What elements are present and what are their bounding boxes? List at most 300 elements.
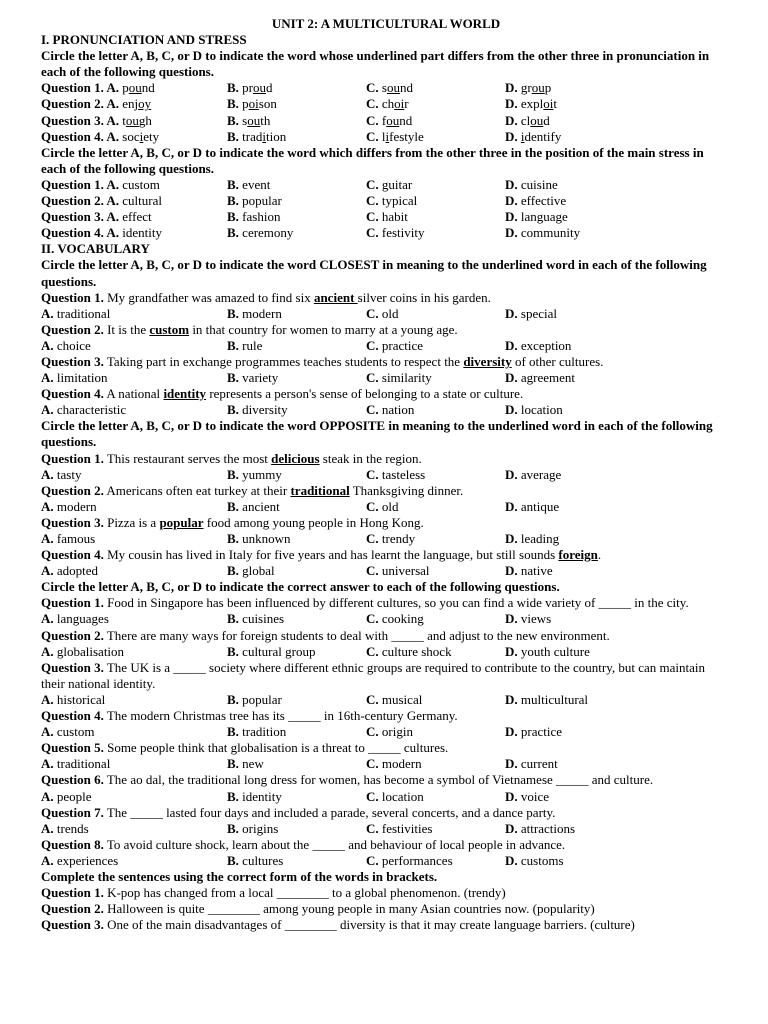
options-row: [41, 692, 731, 708]
question-number: Question 4.: [41, 547, 104, 563]
option-word: south: [242, 112, 271, 128]
option-word: cultural group: [242, 643, 316, 659]
answer-option: [366, 853, 505, 869]
option-letter: D.: [505, 96, 521, 112]
answer-option: [227, 193, 366, 209]
option-letter: A.: [41, 756, 57, 772]
option-word: habit: [381, 209, 408, 225]
option-letter: A.: [41, 337, 57, 353]
answer-option: [41, 338, 227, 354]
options-row: [41, 563, 731, 579]
answer-option: [41, 821, 227, 837]
underlined-part: ou: [530, 112, 544, 128]
correct-answer-questions: [41, 595, 731, 869]
answer-option: [41, 756, 227, 772]
answer-option: [366, 821, 505, 837]
answer-option: [227, 563, 366, 579]
option-letter: C.: [366, 225, 382, 241]
option-letter: C.: [366, 209, 382, 225]
pronunciation-question: [41, 96, 731, 112]
answer-option: [366, 756, 505, 772]
option-letter: B.: [227, 176, 243, 192]
option-word: diversity: [242, 402, 288, 418]
answer-option: [41, 644, 227, 660]
option-letter: C.: [366, 96, 382, 112]
answer-option: [41, 306, 227, 322]
option-letter: B.: [227, 337, 243, 353]
page-title: UNIT 2: A MULTICULTURAL WORLD: [271, 16, 501, 31]
question-number: Question 7.: [41, 804, 104, 820]
options-row: [41, 225, 731, 241]
answer-option: [41, 563, 227, 579]
answer-option: [41, 129, 227, 145]
option-letter: B.: [227, 96, 243, 112]
option-word: tough: [122, 112, 152, 128]
question-number: Question 1.: [41, 450, 104, 466]
option-word: group: [520, 80, 552, 96]
option-word: traditional: [56, 305, 111, 321]
option-letter: A.: [41, 724, 57, 740]
option-letter: A.: [41, 788, 57, 804]
answer-option: [505, 96, 731, 112]
option-word: language: [520, 209, 568, 225]
option-letter: A.: [41, 370, 57, 386]
answer-option: [366, 467, 505, 483]
question-stem: Question 3. The UK is a _____ society where different ethnic groups are required to contribute to the country, but can maintain their national identity.: [41, 659, 706, 691]
answer-option: [41, 370, 227, 386]
answer-option: [366, 644, 505, 660]
answer-option: [227, 80, 366, 96]
question-number: Question 5.: [41, 740, 104, 756]
option-word: agreement: [520, 370, 576, 386]
option-letter: C.: [366, 563, 382, 579]
question-stem: Question 7. The _____ lasted four days and included a parade, several concerts, and a dance party.: [41, 804, 556, 820]
option-word: adopted: [56, 563, 99, 579]
option-letter: B.: [227, 370, 243, 386]
stress-questions: [41, 177, 731, 241]
answer-option: [227, 209, 366, 225]
option-word: modern: [56, 498, 97, 514]
question-number: Question 2.: [41, 901, 104, 917]
answer-option: [227, 821, 366, 837]
option-letter: D.: [505, 756, 521, 772]
answer-option: [505, 80, 731, 96]
option-word: origin: [381, 724, 413, 740]
answer-option: [41, 724, 227, 740]
options-row: [41, 499, 731, 515]
answer-option: [505, 563, 731, 579]
underlined-part: i: [262, 128, 267, 144]
answer-option: [227, 611, 366, 627]
answer-option: [366, 96, 505, 112]
answer-option: [41, 96, 227, 112]
answer-option: [366, 692, 505, 708]
option-word: historical: [56, 691, 106, 707]
option-word: festivity: [381, 225, 425, 241]
option-word: cultural: [122, 193, 162, 209]
answer-option: [366, 499, 505, 515]
question-stem: Question 3. One of the main disadvantages of ________ diversity is that it may create language barriers. (culture): [41, 917, 635, 933]
pronunciation-question: [41, 80, 731, 96]
option-letter: D.: [505, 370, 521, 386]
option-letter: C.: [366, 466, 382, 482]
option-word: community: [520, 225, 581, 241]
option-letter: D.: [505, 209, 521, 225]
section-heading-pronunciation: I. PRONUNCIATION AND STRESS: [41, 32, 247, 48]
instruction-correct-answer: Circle the letter A, B, C, or D to indicate the correct answer to each of the following questions.: [41, 579, 560, 595]
option-letter: D.: [505, 691, 521, 707]
option-word: origins: [242, 820, 279, 836]
options-row: [41, 853, 731, 869]
question-number: Question 2.: [41, 96, 107, 112]
instruction-word-form: Complete the sentences using the correct form of the words in brackets.: [41, 868, 438, 884]
question-number: Question 2.: [41, 627, 104, 643]
option-letter: B.: [227, 498, 243, 514]
question-number: Question 2.: [41, 193, 107, 209]
underlined-part: oi: [394, 96, 405, 112]
answer-option: [505, 225, 731, 241]
answer-option: [227, 370, 366, 386]
target-word: custom: [149, 321, 190, 337]
question-number: Question 2.: [41, 482, 104, 498]
question-number: Question 3.: [41, 917, 104, 933]
option-word: global: [242, 563, 275, 579]
instruction-closest: Circle the letter A, B, C, or D to indicate the word CLOSEST in meaning to the underlined word in each of the following questions.: [41, 257, 707, 289]
option-word: proud: [242, 80, 273, 96]
option-letter: B.: [227, 724, 243, 740]
answer-option: [366, 80, 505, 96]
answer-option: [366, 113, 505, 129]
instruction-opposite: Circle the letter A, B, C, or D to indicate the word OPPOSITE in meaning to the underlined word in each of the following questions.: [41, 418, 713, 450]
option-letter: B.: [227, 611, 243, 627]
options-row: [41, 467, 731, 483]
options-row: [41, 370, 731, 386]
option-word: performances: [381, 852, 453, 868]
option-letter: C.: [366, 80, 382, 96]
option-word: effect: [122, 209, 152, 225]
answer-option: [505, 209, 731, 225]
option-letter: C.: [366, 176, 382, 192]
answer-option: [227, 692, 366, 708]
option-word: practice: [381, 337, 424, 353]
option-word: fashion: [242, 209, 281, 225]
answer-option: [41, 113, 227, 129]
option-letter: D.: [505, 193, 521, 209]
options-row: [41, 611, 731, 627]
answer-option: [41, 225, 227, 241]
option-letter: B.: [227, 225, 243, 241]
options-row: [41, 821, 731, 837]
target-word: identity: [163, 386, 207, 402]
option-letter: D.: [505, 611, 521, 627]
option-word: festivities: [381, 820, 433, 836]
option-letter: D.: [505, 563, 521, 579]
option-letter: C.: [366, 756, 382, 772]
option-word: customs: [520, 852, 564, 868]
option-letter: D.: [505, 498, 521, 514]
answer-option: [366, 563, 505, 579]
answer-option: [366, 402, 505, 418]
option-word: exploit: [520, 96, 558, 112]
underlined-part: ou: [386, 112, 400, 128]
answer-option: [227, 225, 366, 241]
answer-option: [366, 306, 505, 322]
question-number: Question 1.: [41, 885, 104, 901]
options-row: [41, 209, 731, 225]
answer-option: [505, 724, 731, 740]
option-word: unknown: [242, 531, 291, 546]
option-letter: A.: [41, 643, 57, 659]
option-word: cloud: [520, 112, 550, 128]
answer-option: [41, 789, 227, 805]
answer-option: [227, 644, 366, 660]
option-letter: A.: [41, 691, 57, 707]
answer-option: [227, 724, 366, 740]
option-letter: B.: [227, 112, 243, 128]
options-row: [41, 789, 731, 805]
closest-meaning-questions: [41, 290, 731, 419]
option-word: new: [242, 756, 264, 772]
answer-option: [366, 338, 505, 354]
option-letter: D.: [505, 112, 521, 128]
answer-option: [505, 338, 731, 354]
answer-option: [227, 338, 366, 354]
underlined-part: ou: [128, 80, 142, 96]
answer-option: [366, 129, 505, 145]
option-letter: C.: [366, 611, 382, 627]
option-letter: A.: [106, 96, 123, 112]
question-number: Question 3.: [41, 514, 104, 530]
target-word: popular: [159, 514, 204, 530]
option-letter: D.: [505, 80, 521, 96]
option-letter: B.: [227, 128, 243, 144]
option-letter: A.: [41, 402, 57, 418]
option-letter: C.: [366, 643, 382, 659]
options-row: [41, 306, 731, 322]
answer-option: [41, 402, 227, 418]
option-letter: D.: [505, 176, 521, 192]
answer-option: [505, 129, 731, 145]
option-letter: A.: [41, 305, 57, 321]
target-word: ancient: [313, 289, 358, 305]
answer-option: [505, 402, 731, 418]
question-stem: Question 1. My grandfather was amazed to find six ancient silver coins in his garden.: [41, 289, 491, 305]
question-stem: Question 8. To avoid culture shock, learn about the _____ and behaviour of local people in advance.: [41, 836, 566, 852]
option-letter: B.: [227, 531, 243, 546]
question-stem: Question 1. K-pop has changed from a local ________ to a global phenomenon. (trendy): [41, 885, 506, 901]
option-letter: B.: [227, 209, 243, 225]
answer-option: [505, 821, 731, 837]
options-row: [41, 644, 731, 660]
option-word: old: [381, 498, 399, 514]
answer-option: [41, 80, 227, 96]
underlined-part: ou: [253, 80, 267, 96]
option-word: universal: [381, 563, 430, 579]
options-row: [41, 193, 731, 209]
option-letter: A.: [106, 112, 123, 128]
option-letter: C.: [366, 370, 382, 386]
option-letter: C.: [366, 402, 382, 418]
question-stem: Question 3. Taking part in exchange programmes teaches students to respect the diversity of other cultures.: [41, 353, 604, 369]
answer-option: [41, 611, 227, 627]
options-row: [41, 177, 731, 193]
option-letter: A.: [41, 852, 57, 868]
option-letter: C.: [366, 852, 382, 868]
option-word: identity: [122, 225, 162, 241]
underlined-part: oi: [543, 96, 554, 112]
option-letter: C.: [366, 305, 382, 321]
pronunciation-questions: [41, 80, 731, 144]
option-letter: D.: [505, 225, 521, 241]
option-word: sound: [381, 80, 413, 96]
answer-option: [41, 209, 227, 225]
answer-option: [505, 644, 731, 660]
underlined-part: i: [520, 128, 525, 144]
answer-option: [41, 531, 227, 547]
question-stem: Question 1. This restaurant serves the most delicious steak in the region.: [41, 450, 422, 466]
option-letter: A.: [106, 176, 123, 192]
answer-option: [41, 467, 227, 483]
option-word: guitar: [381, 176, 413, 192]
option-letter: D.: [505, 305, 521, 321]
option-word: cuisines: [242, 611, 285, 627]
option-word: antique: [520, 498, 560, 514]
answer-option: [505, 499, 731, 515]
worksheet: [41, 16, 731, 933]
answer-option: [366, 724, 505, 740]
answer-option: [505, 177, 731, 193]
option-word: traditional: [56, 756, 111, 772]
option-letter: C.: [366, 788, 382, 804]
question-stem: Question 6. The ao dal, the traditional long dress for women, has become a symbol of Vietnamese _____ and culture.: [41, 772, 654, 788]
option-word: popular: [242, 691, 282, 707]
answer-option: [41, 853, 227, 869]
option-word: pound: [122, 80, 155, 96]
underlined-part: i: [139, 128, 144, 144]
instruction-stress: Circle the letter A, B, C, or D to indicate the word which differs from the other three in the position of the main stress in each of the following questions.: [41, 144, 704, 176]
option-word: similarity: [381, 370, 432, 386]
answer-option: [227, 306, 366, 322]
question-number: Question 1.: [41, 595, 104, 611]
underlined-part: ou: [531, 80, 545, 96]
option-word: current: [520, 756, 558, 772]
question-number: Question 3.: [41, 209, 107, 225]
option-letter: D.: [505, 724, 521, 740]
answer-option: [505, 789, 731, 805]
option-letter: B.: [227, 691, 243, 707]
pronunciation-question: [41, 129, 731, 145]
option-word: event: [242, 176, 271, 192]
answer-option: [366, 177, 505, 193]
option-letter: A.: [106, 225, 123, 241]
option-letter: A.: [106, 193, 123, 209]
option-word: choir: [381, 96, 409, 112]
answer-option: [366, 225, 505, 241]
question-stem: Question 2. Americans often eat turkey at their traditional Thanksgiving dinner.: [41, 482, 464, 498]
option-word: musical: [381, 691, 423, 707]
option-word: culture shock: [381, 643, 452, 659]
answer-option: [366, 370, 505, 386]
answer-option: [41, 177, 227, 193]
question-number: Question 3.: [41, 112, 107, 128]
option-word: cuisine: [520, 176, 558, 192]
answer-option: [227, 129, 366, 145]
option-word: leading: [520, 531, 560, 546]
option-word: yummy: [242, 466, 282, 482]
option-word: experiences: [56, 852, 119, 868]
answer-option: [505, 531, 731, 547]
option-word: native: [520, 563, 553, 579]
question-stem: Question 3. Pizza is a popular food among young people in Hong Kong.: [41, 514, 424, 530]
option-word: ceremony: [242, 225, 294, 241]
underlined-part: oi: [248, 96, 259, 112]
word-form-questions: [41, 885, 731, 933]
option-word: attractions: [520, 820, 576, 836]
answer-option: [227, 467, 366, 483]
answer-option: [505, 193, 731, 209]
option-word: found: [381, 112, 413, 128]
option-letter: C.: [366, 820, 382, 836]
answer-option: [227, 177, 366, 193]
answer-option: [227, 789, 366, 805]
option-letter: D.: [505, 402, 521, 418]
target-word: traditional: [290, 482, 350, 498]
question-number: Question 1.: [41, 80, 107, 96]
option-word: famous: [56, 531, 96, 546]
question-stem: Question 2. It is the custom in that country for women to marry at a young age.: [41, 321, 458, 337]
option-word: enjoy: [122, 96, 152, 112]
pronunciation-question: [41, 113, 731, 129]
question-number: Question 4.: [41, 386, 104, 402]
option-letter: D.: [505, 337, 521, 353]
instruction-pronunciation: Circle the letter A, B, C, or D to indicate the word whose underlined part differs from the other three in pronunciation in each of the following questions.: [41, 48, 710, 80]
option-letter: B.: [227, 402, 243, 418]
option-word: views: [520, 611, 552, 627]
answer-option: [41, 692, 227, 708]
option-letter: A.: [106, 80, 123, 96]
answer-option: [366, 611, 505, 627]
option-letter: B.: [227, 820, 243, 836]
option-letter: B.: [227, 305, 243, 321]
option-word: choice: [56, 337, 91, 353]
option-word: identify: [520, 128, 562, 144]
option-letter: D.: [505, 531, 521, 546]
underlined-part: ou: [386, 80, 400, 96]
question-stem: Question 2. There are many ways for foreign students to deal with _____ and adjust to the new environment.: [41, 627, 610, 643]
option-letter: B.: [227, 788, 243, 804]
answer-option: [227, 531, 366, 547]
question-number: Question 2.: [41, 321, 104, 337]
answer-option: [227, 402, 366, 418]
option-word: society: [122, 128, 160, 144]
option-letter: D.: [505, 466, 521, 482]
option-word: characteristic: [56, 402, 127, 418]
option-letter: C.: [366, 193, 382, 209]
question-stem: Question 1. Food in Singapore has been influenced by different cultures, so you can find a wide variety of _____ in the city.: [41, 595, 689, 611]
option-letter: B.: [227, 193, 243, 209]
option-letter: C.: [366, 112, 382, 128]
option-letter: A.: [41, 563, 57, 579]
option-letter: B.: [227, 466, 243, 482]
option-letter: A.: [41, 498, 57, 514]
option-word: custom: [56, 724, 95, 740]
option-letter: D.: [505, 643, 521, 659]
answer-option: [227, 853, 366, 869]
question-stem: Question 2. Halloween is quite ________ among young people in many Asian countries now. (popularity): [41, 901, 595, 917]
question-number: Question 4.: [41, 128, 107, 144]
question-number: Question 1.: [41, 289, 104, 305]
option-letter: C.: [366, 691, 382, 707]
